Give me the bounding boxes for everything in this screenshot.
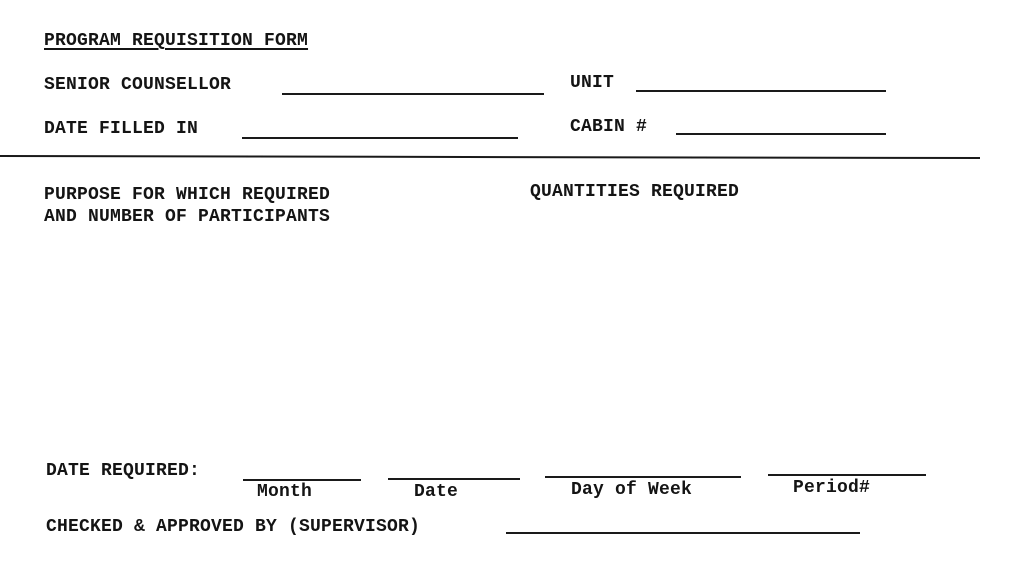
section-divider	[0, 155, 980, 159]
period-field[interactable]	[768, 474, 926, 476]
date-filled-in-label: DATE FILLED IN	[44, 119, 199, 139]
approved-by-label: CHECKED & APPROVED BY (SUPERVISOR)	[46, 517, 421, 537]
date-field[interactable]	[388, 478, 520, 480]
day-of-week-field[interactable]	[545, 476, 741, 478]
date-required-label: DATE REQUIRED:	[46, 461, 201, 481]
purpose-label-line2: AND NUMBER OF PARTICIPANTS	[44, 207, 331, 227]
purpose-label-line1: PURPOSE FOR WHICH REQUIRED	[44, 185, 331, 205]
date-filled-in-field[interactable]	[242, 137, 518, 139]
cabin-label: CABIN #	[570, 117, 648, 137]
day-of-week-label: Day of Week	[571, 480, 693, 500]
date-label: Date	[414, 482, 459, 502]
purpose-entry-area[interactable]	[44, 235, 514, 445]
unit-label: UNIT	[570, 73, 615, 93]
quantities-required-label: QUANTITIES REQUIRED	[530, 182, 740, 202]
cabin-field[interactable]	[676, 133, 886, 135]
senior-counsellor-label: SENIOR COUNSELLOR	[44, 75, 232, 95]
month-label: Month	[257, 482, 313, 502]
period-label: Period#	[793, 478, 871, 498]
senior-counsellor-field[interactable]	[282, 93, 544, 95]
supervisor-signature-field[interactable]	[506, 532, 860, 534]
month-field[interactable]	[243, 479, 361, 481]
unit-field[interactable]	[636, 90, 886, 92]
quantities-entry-area[interactable]	[530, 210, 970, 445]
form-title: PROGRAM REQUISITION FORM	[44, 31, 309, 51]
